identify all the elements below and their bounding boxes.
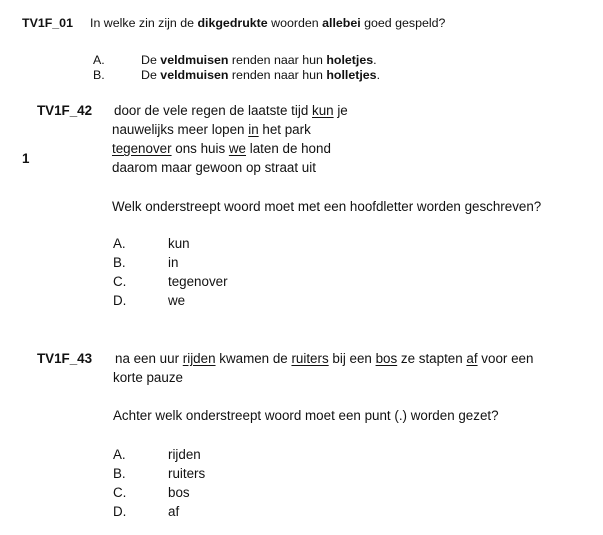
option-bold-word: veldmuisen (160, 68, 229, 82)
option-text: we (168, 293, 186, 308)
option-text-part: . (373, 53, 377, 67)
underlined-word: rijden (182, 351, 216, 366)
option-bold-word: holetjes (326, 53, 374, 67)
option-text-part: De (141, 68, 161, 82)
underlined-word: tegenover (112, 141, 172, 156)
option-letter: A. (113, 236, 126, 251)
option-text: bos (168, 485, 190, 500)
prompt-text: woorden (267, 16, 323, 30)
option-text: tegenover (168, 274, 228, 289)
question-id: TV1F_01 (22, 16, 73, 30)
prompt-bold-word: dikgedrukte (197, 16, 268, 30)
passage-text: na een uur (115, 351, 183, 366)
option-letter: B. (93, 68, 105, 82)
passage-text: korte pauze (113, 370, 183, 385)
option-text: rijden (168, 447, 201, 462)
underlined-word: we (228, 141, 247, 156)
passage-line (112, 160, 316, 176)
passage-text: daarom maar gewoon op straat uit (112, 160, 316, 175)
option-text: in (168, 255, 179, 270)
passage-line (114, 103, 348, 119)
passage-text: je (333, 103, 348, 118)
option-text (141, 52, 377, 68)
question-id: TV1F_43 (37, 351, 93, 366)
passage-line (113, 370, 183, 386)
passage-line (112, 122, 311, 138)
option-text: ruiters (168, 466, 206, 481)
passage-text: ons huis (171, 141, 229, 156)
passage-text: voor een (477, 351, 534, 366)
prompt-bold-word: allebei (322, 16, 361, 30)
option-letter: D. (113, 504, 127, 519)
passage-text: door de vele regen de laatste tijd (114, 103, 313, 118)
option-letter: A. (93, 53, 105, 67)
question-prompt (90, 15, 445, 31)
passage-line (112, 141, 331, 157)
option-text-part: renden naar hun (228, 53, 327, 67)
underlined-word: ruiters (291, 351, 329, 366)
option-bold-word: veldmuisen (160, 53, 229, 67)
passage-text: ze stapten (397, 351, 467, 366)
prompt-text: goed gespeld? (360, 16, 446, 30)
question-prompt: Achter welk onderstreept woord moet een punt (.) worden gezet? (113, 408, 499, 423)
option-letter: C. (113, 485, 127, 500)
option-text: af (168, 504, 180, 519)
passage-text: het park (258, 122, 311, 137)
option-letter: D. (113, 293, 127, 308)
option-text-part: De (141, 53, 161, 67)
underlined-word: kun (312, 103, 334, 118)
question-prompt: Welk onderstreept woord moet met een hoofdletter worden geschreven? (112, 199, 542, 214)
underlined-word: in (248, 122, 259, 137)
option-letter: B. (113, 255, 126, 270)
page-number: 1 (22, 151, 30, 166)
passage-text: kwamen de (215, 351, 292, 366)
option-text-part: . (376, 68, 381, 82)
option-text (141, 67, 380, 83)
option-letter: B. (113, 466, 126, 481)
underlined-word: bos (375, 351, 398, 366)
passage-text: bij een (328, 351, 376, 366)
passage-text: nauwelijks meer lopen (112, 122, 249, 137)
passage-text: laten de hond (246, 141, 331, 156)
passage-line (115, 351, 533, 367)
option-text-part: renden naar hun (228, 68, 327, 82)
underlined-word: af (466, 351, 478, 366)
option-bold-word: holletjes (326, 68, 377, 82)
option-letter: C. (113, 274, 127, 289)
prompt-text: In welke zin zijn de (90, 16, 198, 30)
option-text: kun (168, 236, 190, 251)
question-id: TV1F_42 (37, 103, 93, 118)
option-letter: A. (113, 447, 126, 462)
